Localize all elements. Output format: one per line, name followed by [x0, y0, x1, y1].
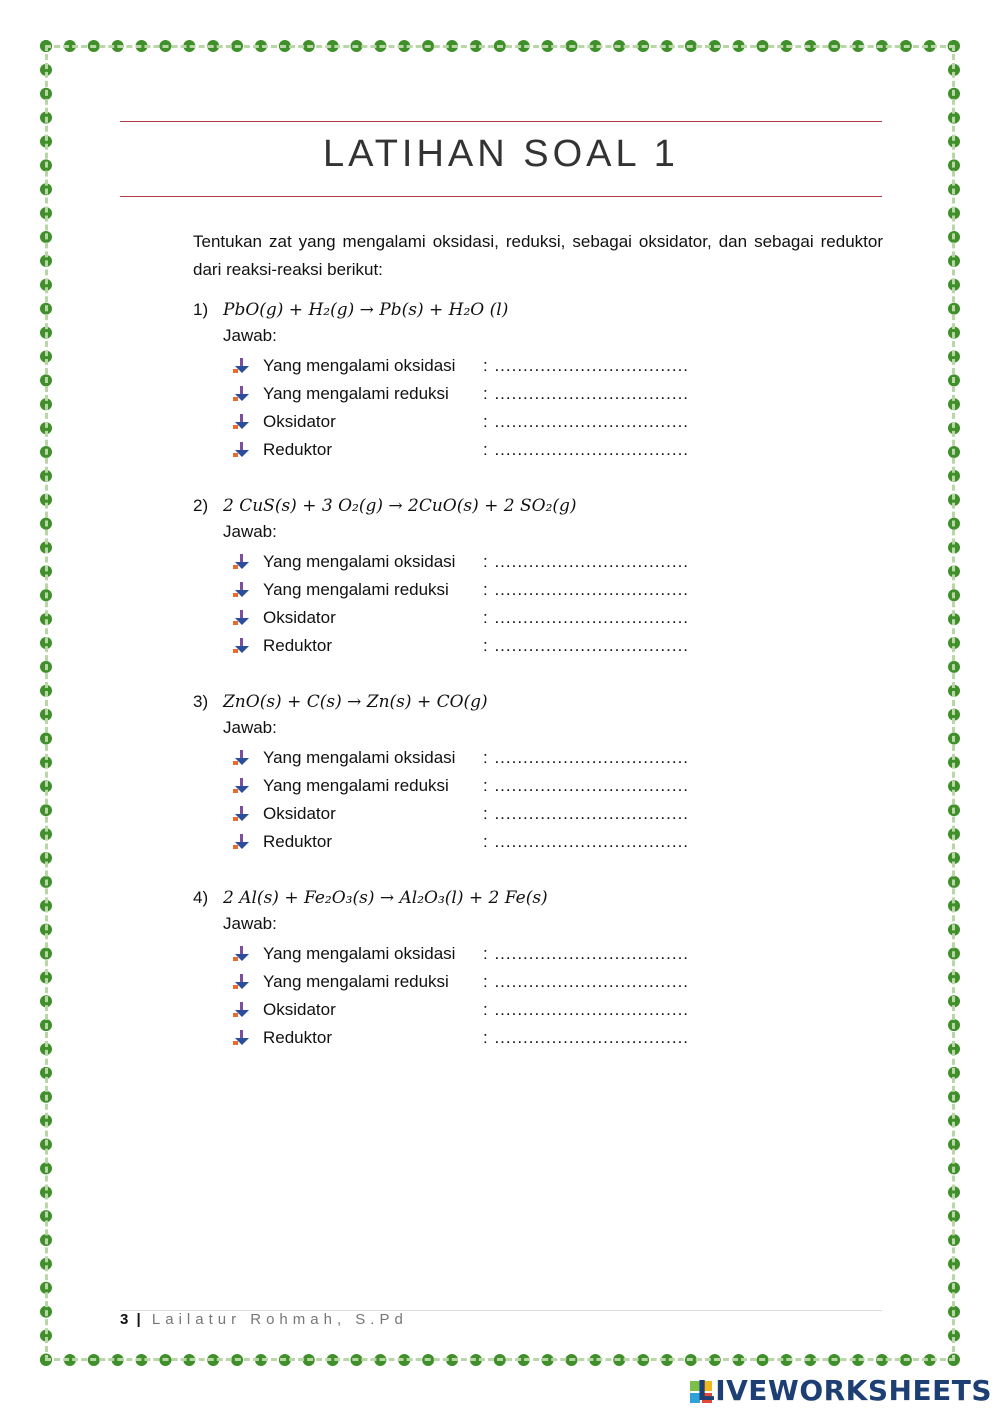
arrow-bullet-icon [233, 974, 251, 990]
answer-field[interactable]: : .................................. [483, 412, 690, 431]
question-number: 3) [193, 692, 209, 711]
title-rule-bottom [120, 196, 882, 197]
item-label: Oksidator [263, 608, 336, 627]
question-number: 2) [193, 496, 209, 515]
jawab-label: Jawab: [223, 718, 277, 737]
page-title: LATIHAN SOAL 1 [323, 133, 679, 175]
answer-field[interactable]: : .................................. [483, 804, 690, 823]
answer-field[interactable]: : .................................. [483, 636, 690, 655]
arrow-bullet-icon [233, 778, 251, 794]
item-label: Reduktor [263, 1028, 332, 1047]
arrow-bullet-icon [233, 358, 251, 374]
item-label: Yang mengalami reduksi [263, 580, 449, 599]
arrow-bullet-icon [233, 554, 251, 570]
page-footer [120, 1311, 408, 1328]
item-label: Oksidator [263, 804, 336, 823]
item-label: Reduktor [263, 636, 332, 655]
answer-field[interactable]: : .................................. [483, 552, 690, 571]
instructions: Tentukan zat yang mengalami oksidasi, reduksi, sebagai oksidator, dan sebagai reduktor dari reaksi-reaksi berikut: [193, 232, 883, 279]
item-label: Yang mengalami oksidasi [263, 748, 456, 767]
answer-field[interactable]: : .................................. [483, 1000, 690, 1019]
question-number: 1) [193, 300, 209, 319]
answer-field[interactable]: : .................................. [483, 944, 690, 963]
arrow-bullet-icon [233, 582, 251, 598]
arrow-bullet-icon [233, 946, 251, 962]
arrow-bullet-icon [233, 442, 251, 458]
title-rule-top [120, 121, 882, 122]
arrow-bullet-icon [233, 806, 251, 822]
question-equation: 2 Al(s) + Fe₂O₃(s) → Al₂O₃(l) + 2 Fe(s) [223, 888, 548, 908]
arrow-bullet-icon [233, 834, 251, 850]
answer-field[interactable]: : .................................. [483, 748, 690, 767]
item-label: Yang mengalami oksidasi [263, 944, 456, 963]
item-label: Reduktor [263, 440, 332, 459]
arrow-bullet-icon [233, 750, 251, 766]
arrow-bullet-icon [233, 1030, 251, 1046]
question-equation: 2 CuS(s) + 3 O₂(g) → 2CuO(s) + 2 SO₂(g) [223, 496, 577, 516]
answer-field[interactable]: : .................................. [483, 608, 690, 627]
arrow-bullet-icon [233, 414, 251, 430]
page-number: 3 | [120, 1311, 143, 1328]
question-equation: ZnO(s) + C(s) → Zn(s) + CO(g) [223, 692, 488, 712]
question-equation: PbO(g) + H₂(g) → Pb(s) + H₂O (l) [223, 300, 509, 320]
answer-field[interactable]: : .................................. [483, 1028, 690, 1047]
item-label: Oksidator [263, 412, 336, 431]
item-label: Yang mengalami reduksi [263, 776, 449, 795]
item-label: Oksidator [263, 1000, 336, 1019]
jawab-label: Jawab: [223, 914, 277, 933]
jawab-label: Jawab: [223, 326, 277, 345]
answer-field[interactable]: : .................................. [483, 440, 690, 459]
answer-field[interactable]: : .................................. [483, 832, 690, 851]
arrow-bullet-icon [233, 386, 251, 402]
arrow-bullet-icon [233, 610, 251, 626]
answer-field[interactable]: : .................................. [483, 776, 690, 795]
jawab-label: Jawab: [223, 522, 277, 541]
answer-field[interactable]: : .................................. [483, 356, 690, 375]
item-label: Yang mengalami reduksi [263, 384, 449, 403]
item-label: Reduktor [263, 832, 332, 851]
arrow-bullet-icon [233, 638, 251, 654]
answer-field[interactable]: : .................................. [483, 972, 690, 991]
item-label: Yang mengalami reduksi [263, 972, 449, 991]
arrow-bullet-icon [233, 1002, 251, 1018]
answer-field[interactable]: : .................................. [483, 384, 690, 403]
item-label: Yang mengalami oksidasi [263, 356, 456, 375]
footer-author: Lailatur Rohmah, S.Pd [151, 1311, 408, 1328]
question-number: 4) [193, 888, 209, 907]
item-label: Yang mengalami oksidasi [263, 552, 456, 571]
brand-watermark[interactable]: LIVEWORKSHEETS [696, 1374, 992, 1407]
answer-field[interactable]: : .................................. [483, 580, 690, 599]
